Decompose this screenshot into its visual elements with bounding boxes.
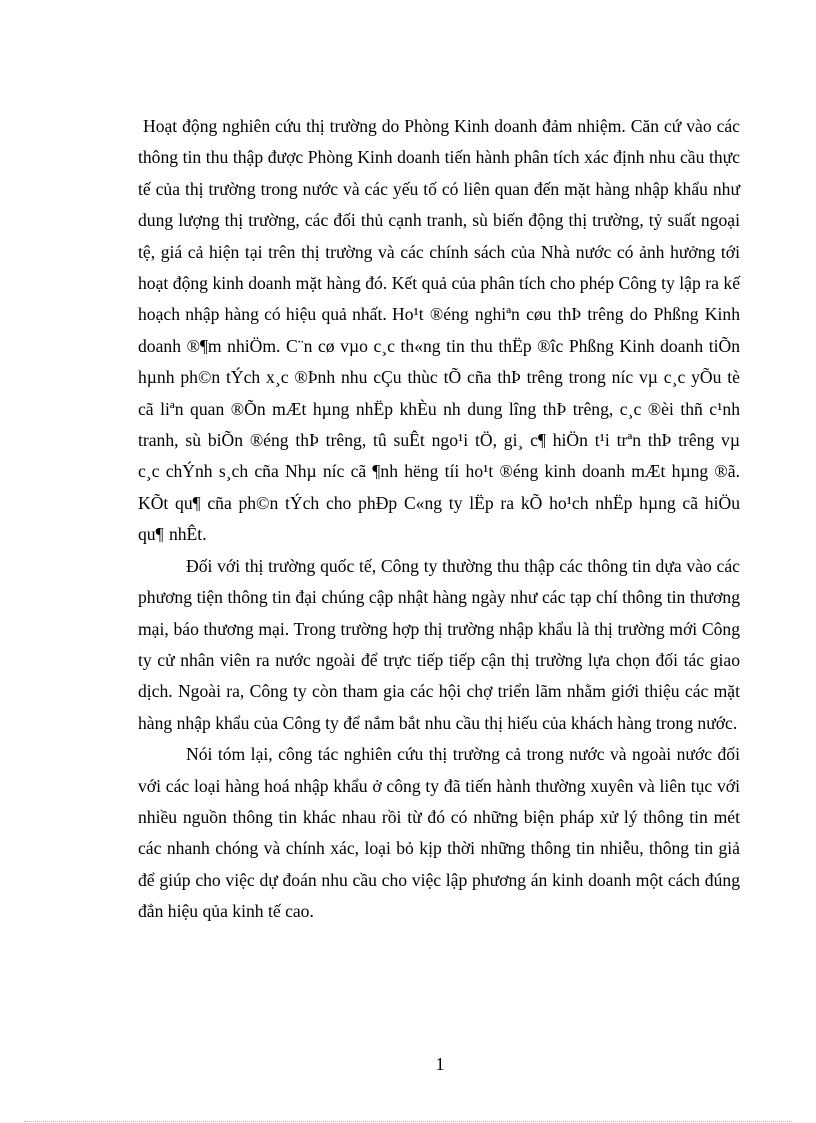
page-bottom-divider — [24, 1121, 792, 1122]
garbled-duplicate-text: Ho¹t ®éng nghiªn cøu thÞ trêng do Phßng Kinh doanh ®¶m nhiÖm. C¨n cø vµo c¸c th«ng tin thu thËp ®îc Phßng Kinh doanh tiÕn hµnh ph©n tÝch x¸c ®Þnh nhu cÇu thùc tÕ cña thÞ trêng trong níc vµ c¸c yÕu tè cã liªn quan ®Õn mÆt hµng nhËp khÈu nh dung lîng thÞ trêng, c¸c ®èi thñ c¹nh tranh, sù biÕn ®éng thÞ trêng, tû suÊt ngo¹i tÖ, gi¸ c¶ hiÖn t¹i trªn thÞ trêng vµ c¸c chÝnh s¸ch cña Nhµ níc cã ¶nh hëng tíi ho¹t ®éng kinh doanh mÆt hµng ®ã. KÕt qu¶ cña ph©n tÝch cho phÐp C«ng ty lËp ra kÕ ho¹ch nhËp hµng cã hiÖu qu¶ nhÊt. — [138, 304, 740, 545]
paragraph-conclusion: Nói tóm lại, công tác nghiên cứu thị trường cả trong nước và ngoài nước đối với các loại hàng hoá nhập khẩu ở công ty đã tiến hành thường xuyên và liên tục với nhiều nguồn thông tin khác nhau rồi từ đó có những biện pháp xử lý thông tin mét các nhanh chóng và chính xác, loại bỏ kịp thời những thông tin nhiễu, thông tin giả để giúp cho việc dự đoán nhu cầu cho việc lập phương án kinh doanh một cách đúng đắn hiệu qủa kinh tế cao. — [138, 744, 740, 922]
page-number: 1 — [435, 1054, 445, 1074]
paragraph-market-research-intro — [138, 111, 740, 551]
paragraph-text: Hoạt động nghiên cứu thị trường do Phòng Kinh doanh đảm nhiệm. Căn cứ vào các thông tin thu thập được Phòng Kinh doanh tiến hành phân tích xác định nhu cầu thực tế của thị trường trong nước và các yếu tố có liên quan đến mặt hàng nhập khẩu như dung lượng thị trường, các đối thủ cạnh tranh, sù biến động thị trường, tỷ suất ngoại tệ, giá cả hiện tại trên thị trường và các chính sách của Nhà nước có ảnh hưởng tới hoạt động kinh doanh mặt hàng đó. Kết quả của phân tích cho phép Công ty lập ra kế hoạch nhập hàng có hiệu quả nhất. — [138, 116, 740, 325]
paragraph-international-market: Đối với thị trường quốc tế, Công ty thường thu thập các thông tin dựa vào các phương tiện thông tin đại chúng cập nhật hàng ngày như các tạp chí thông tin thương mại, báo thương mại. Trong trường hợp thị trường nhập khẩu là thị trường mới Công ty cử nhân viên ra nước ngoài để trực tiếp tiếp cận thị trường lựa chọn đối tác giao dịch. Ngoài ra, Công ty còn tham gia các hội chợ triển lãm nhằm giới thiệu các mặt hàng nhập khẩu của Công ty để nắm bắt nhu cầu thị hiếu của khách hàng trong nước. — [138, 555, 740, 733]
document-body — [138, 111, 740, 928]
